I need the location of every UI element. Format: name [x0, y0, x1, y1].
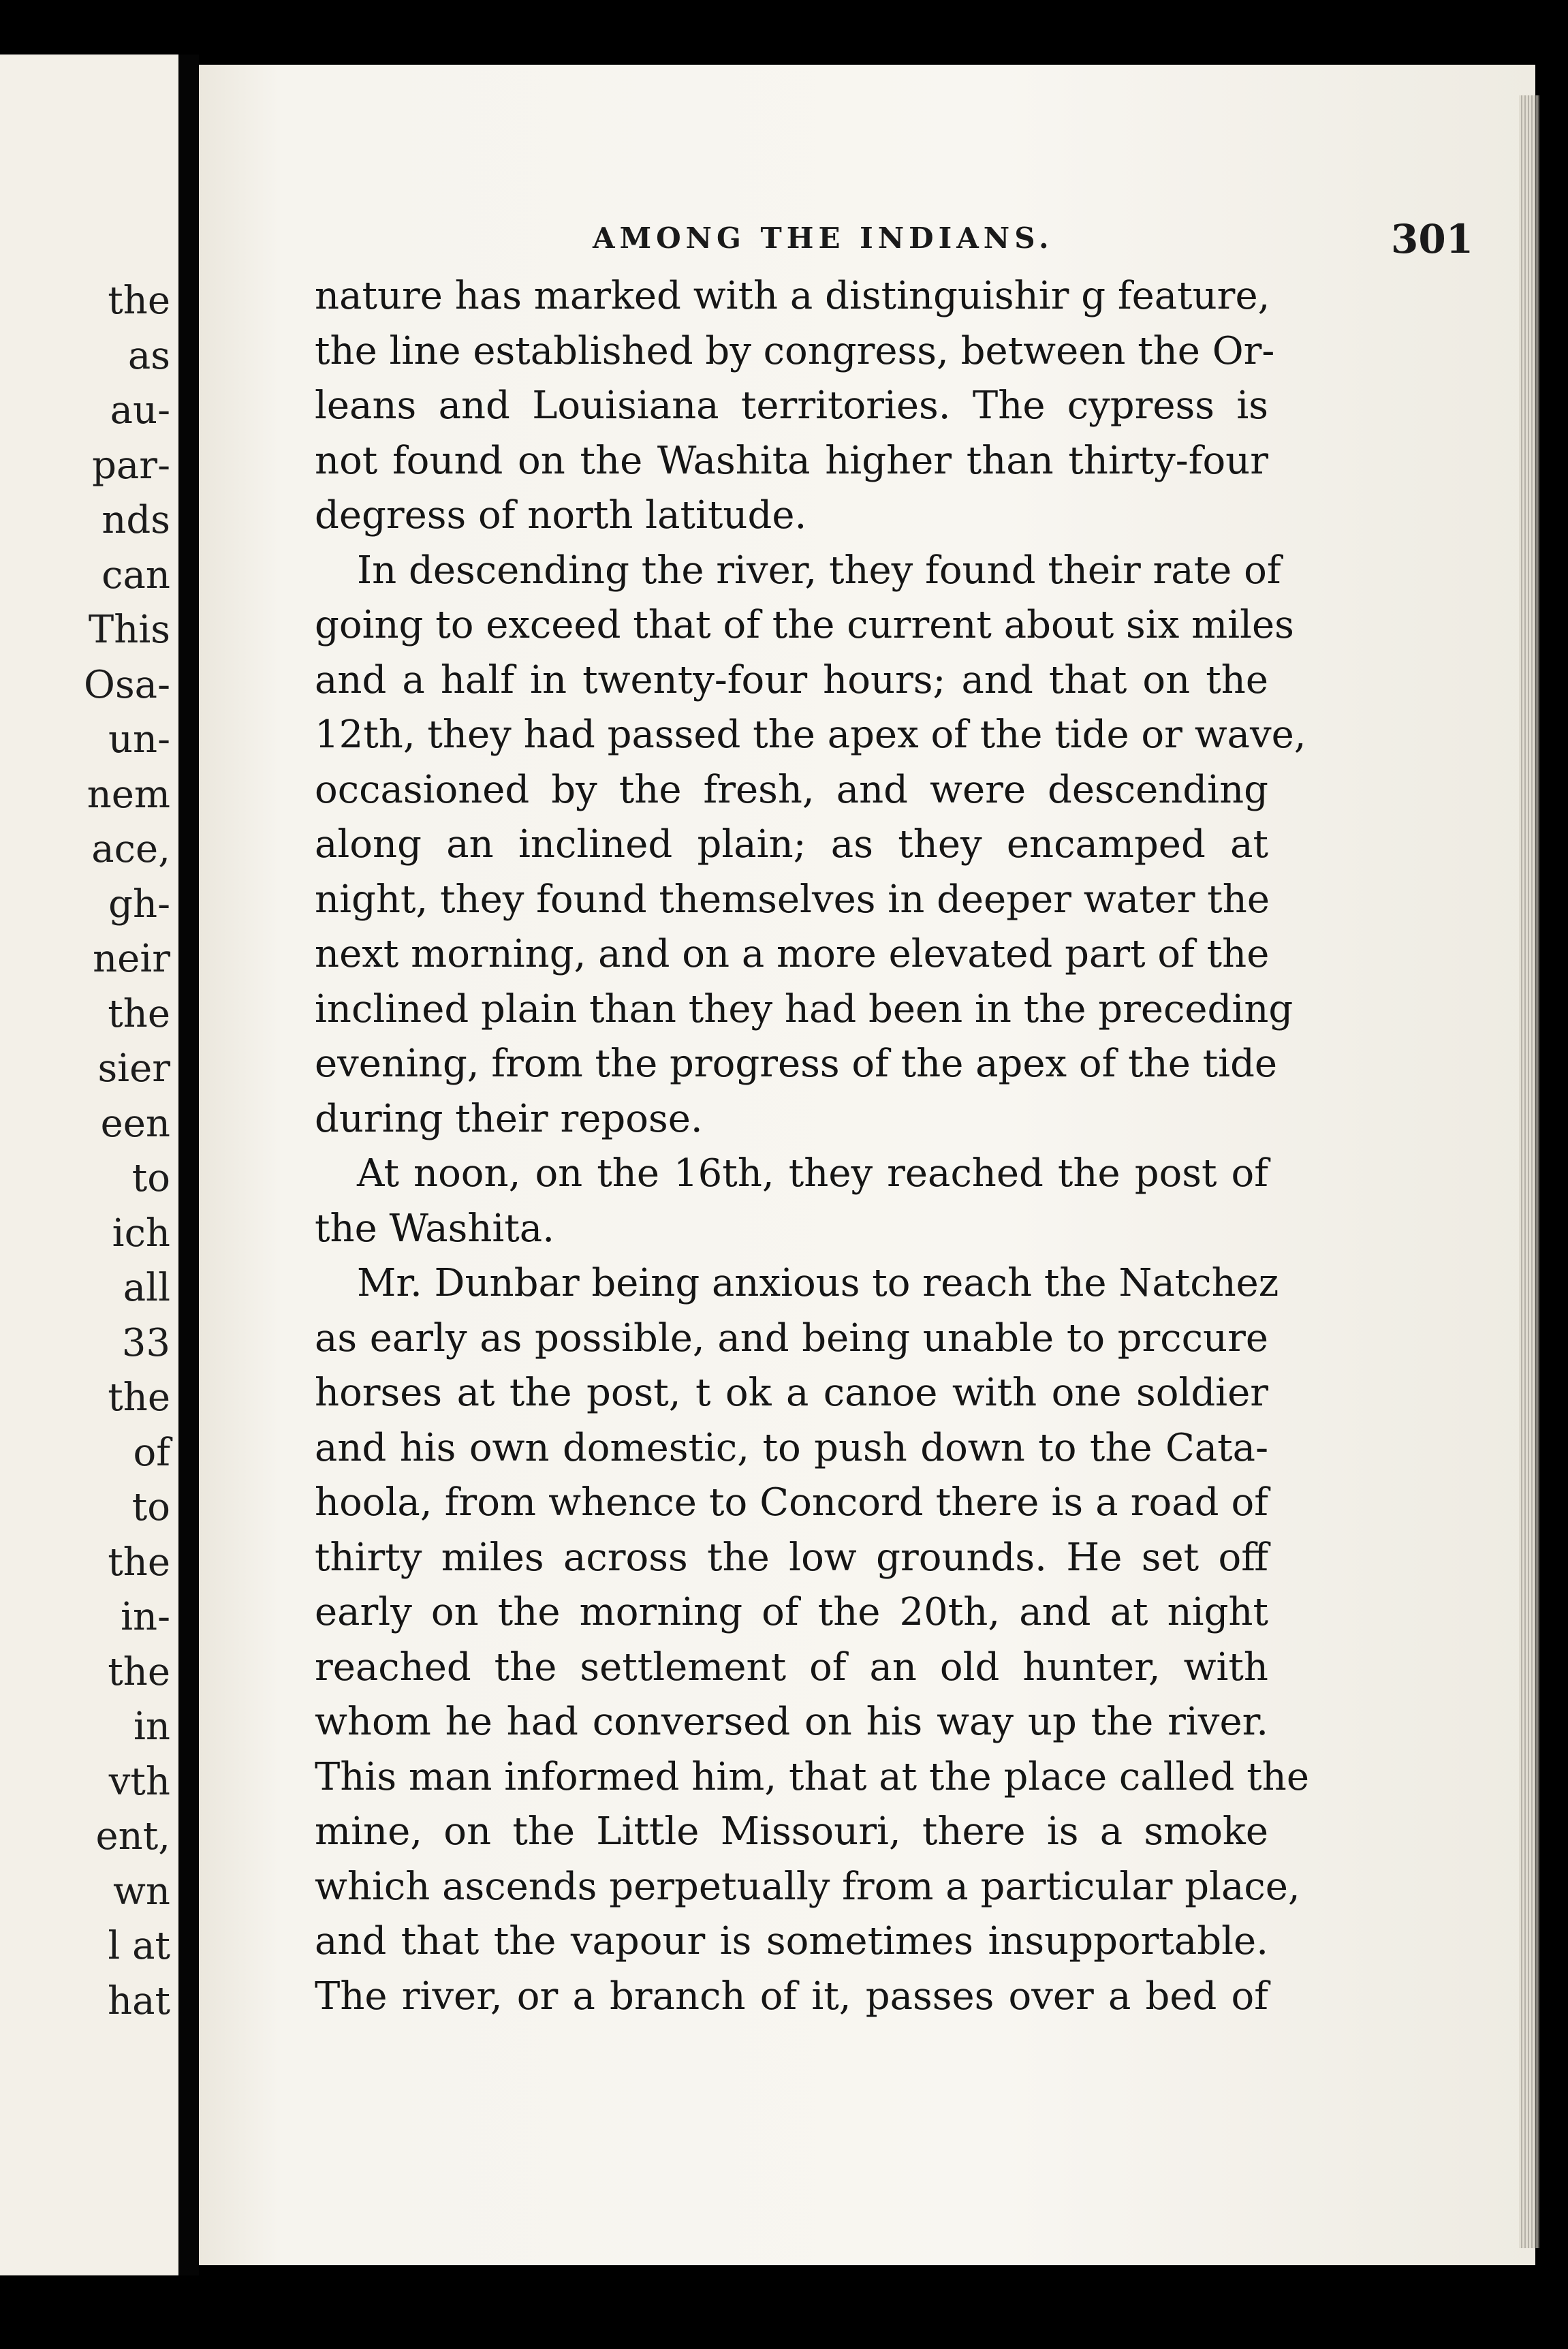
text-line: The river, or a branch of it, passes over a bed of — [315, 1974, 1268, 2019]
text-line: which ascends perpetually from a particular place, — [315, 1864, 1300, 1909]
fragment-line: nem — [87, 772, 170, 817]
text-line: In descending the river, they found their rate of — [357, 548, 1281, 593]
fragment-line: l at — [108, 1924, 170, 1968]
fragment-line: Osa- — [84, 662, 170, 707]
text-line: evening, from the progress of the apex of the tide — [315, 1042, 1278, 1086]
fragment-line: can — [101, 553, 170, 597]
text-line: Mr. Dunbar being anxious to reach the Natchez — [357, 1261, 1279, 1305]
text-line: night, they found themselves in deeper water the — [315, 877, 1270, 922]
text-line: whom he had conversed on his way up the river. — [315, 1700, 1268, 1744]
text-line: early on the morning of the 20th, and at night — [315, 1590, 1268, 1634]
fragment-line: of — [133, 1430, 170, 1475]
text-line: reached the settlement of an old hunter, with — [315, 1645, 1268, 1690]
text-line: as early as possible, and being unable to prccure — [315, 1316, 1268, 1360]
text-line: horses at the post, t ok a canoe with one soldier — [315, 1371, 1268, 1415]
fragment-line: vth — [108, 1759, 170, 1804]
fragment-line: in- — [121, 1595, 170, 1639]
page-stack-edge — [1519, 95, 1539, 2248]
fragment-line: par- — [92, 443, 170, 488]
text-line: thirty miles across the low grounds. He set off — [315, 1535, 1268, 1580]
fragment-line: the — [108, 279, 170, 323]
fragment-line: in — [134, 1705, 170, 1749]
fragment-line: 33 — [121, 1320, 170, 1365]
fragment-line: un- — [108, 717, 170, 762]
fragment-line: the — [108, 1375, 170, 1420]
fragment-line: the — [108, 991, 170, 1036]
fragment-line: the — [108, 1540, 170, 1585]
text-line: next morning, and on a more elevated part of the — [315, 932, 1270, 976]
book-gutter — [178, 55, 199, 2275]
fragment-line: all — [123, 1266, 170, 1310]
text-line: leans and Louisiana territories. The cypress is — [315, 384, 1268, 428]
fragment-line: wn — [113, 1869, 170, 1914]
text-line: occasioned by the fresh, and were descending — [315, 767, 1268, 812]
page-number: 301 — [1391, 216, 1474, 262]
text-line: 12th, they had passed the apex of the tide or wave, — [315, 713, 1306, 757]
text-line: the Washita. — [315, 1206, 554, 1251]
fragment-line: ich — [112, 1211, 170, 1256]
text-line: not found on the Washita higher than thirty-four — [315, 438, 1268, 483]
fragment-line: een — [100, 1101, 170, 1146]
fragment-line: as — [127, 333, 170, 378]
text-line: mine, on the Little Missouri, there is a smoke — [315, 1809, 1268, 1854]
page-body-text — [315, 269, 1309, 2024]
fragment-line: to — [131, 1156, 170, 1200]
fragment-line: This — [88, 608, 170, 652]
fragment-line: neir — [93, 937, 170, 981]
fragment-line: gh- — [108, 882, 170, 927]
text-line: and that the vapour is sometimes insupportable. — [315, 1919, 1268, 1963]
text-line: At noon, on the 16th, they reached the post of — [357, 1151, 1268, 1196]
running-head: AMONG THE INDIANS. — [593, 221, 1054, 255]
text-line: inclined plain than they had been in the preceding — [315, 986, 1293, 1031]
fragment-line: the — [108, 1649, 170, 1694]
text-line: This man informed him, that at the place called the — [315, 1754, 1309, 1799]
text-line: degress of north latitude. — [315, 493, 807, 538]
main-page — [199, 65, 1535, 2265]
text-line: nature has marked with a distinguishir g feature, — [315, 274, 1270, 318]
fragment-line: ent, — [95, 1814, 170, 1858]
text-line: during their repose. — [315, 1096, 703, 1141]
text-line: and a half in twenty-four hours; and that on the — [315, 657, 1268, 702]
fragment-line: hat — [108, 1978, 170, 2023]
fragment-line: au- — [110, 388, 170, 433]
fragment-line: ace, — [91, 827, 170, 871]
fragment-line: to — [131, 1485, 170, 1529]
facing-page-text-fragments — [0, 274, 178, 2029]
text-line: hoola, from whence to Concord there is a road of — [315, 1480, 1268, 1525]
facing-page-left — [0, 55, 178, 2275]
text-line: along an inclined plain; as they encamped at — [315, 822, 1268, 867]
text-line: the line established by congress, between the Or- — [315, 328, 1275, 373]
text-line: going to exceed that of the current about six miles — [315, 603, 1294, 647]
text-line: and his own domestic, to push down to the Cata- — [315, 1425, 1268, 1470]
fragment-line: nds — [101, 498, 170, 542]
fragment-line: sier — [97, 1046, 170, 1091]
